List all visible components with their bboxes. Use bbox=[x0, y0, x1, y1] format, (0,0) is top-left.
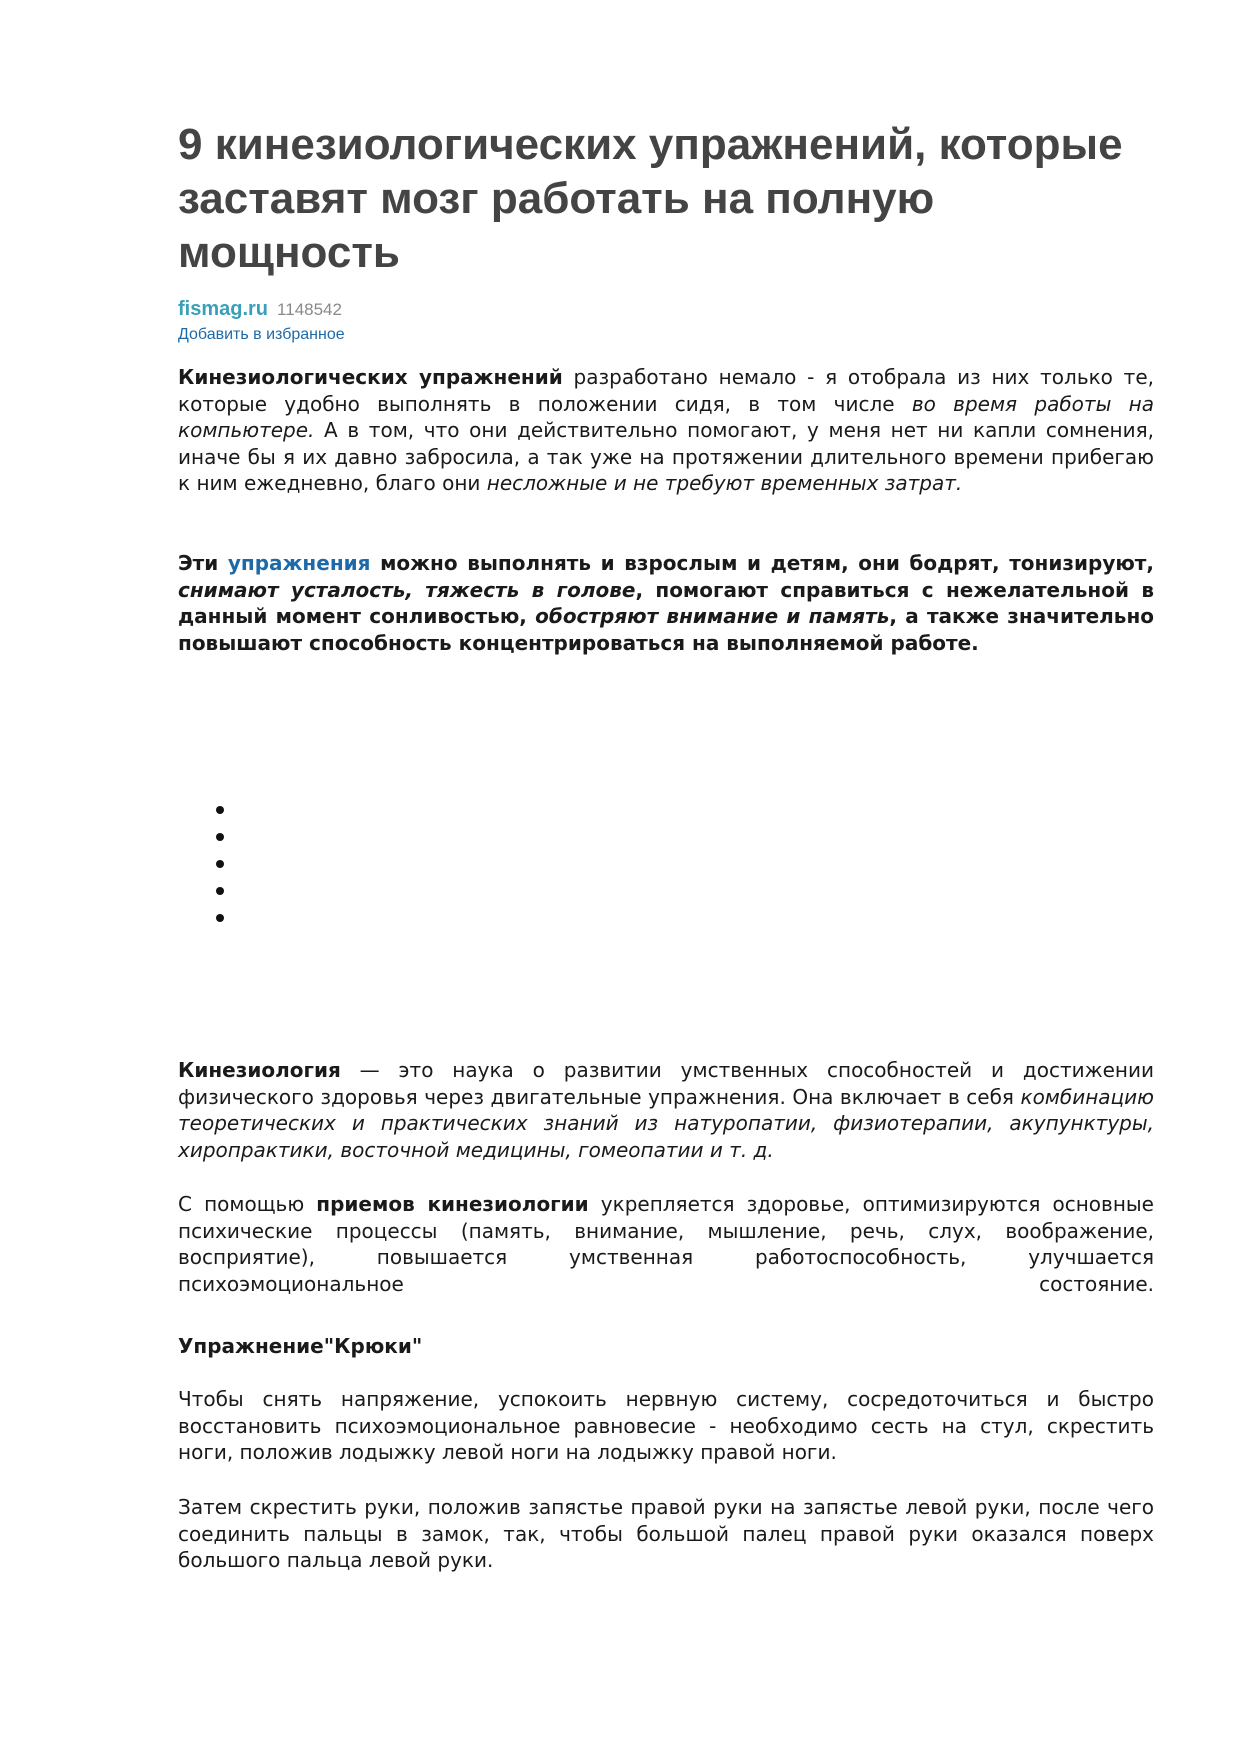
benefits-text-1: Эти bbox=[178, 551, 228, 575]
view-count: 1148542 bbox=[277, 300, 342, 319]
benefits-text-4: , а также значительно повышают способность концентрироваться на выполняемой работе. bbox=[178, 604, 1154, 655]
bullet-icon bbox=[216, 833, 224, 841]
paragraph-methods bbox=[178, 1191, 1154, 1297]
paragraph-intro bbox=[178, 364, 1154, 497]
benefits-italic-1: снимают усталость, тяжесть в голове bbox=[178, 577, 636, 602]
intro-text-2: А в том, что они действительно помогают, у меня нет ни капли сомнения, иначе бы я их давно забросила, а так уже на протяжении длительного времени прибегаю к ним ежедневно, благо они bbox=[178, 418, 1154, 496]
source-site-link[interactable]: fismag.ru bbox=[178, 298, 269, 320]
methods-text-1: С помощью bbox=[178, 1192, 317, 1216]
bullet-icon bbox=[216, 914, 224, 922]
bullet-icon bbox=[216, 806, 224, 814]
paragraph-benefits bbox=[178, 550, 1154, 656]
methods-bold: приемов кинезиологии bbox=[316, 1192, 589, 1216]
paragraph-definition bbox=[178, 1057, 1154, 1163]
benefits-text-3: , помогают справиться с нежелательной в данный момент сонливостью, bbox=[178, 577, 1154, 629]
bullet-icon bbox=[216, 860, 224, 868]
exercises-link[interactable]: упражнения bbox=[227, 551, 371, 575]
intro-italic-2: несложные и не требуют временных затрат. bbox=[486, 471, 963, 496]
definition-lead: Кинезиология bbox=[178, 1058, 341, 1082]
paragraph-hooks-step-2: Затем скрестить руки, положив запястье правой руки на запястье левой руки, после чего соединить пальцы в замок, так, чтобы большой палец правой руки оказался поверх большого пальца левой руки. bbox=[178, 1495, 1154, 1573]
add-to-favorites-link[interactable]: Добавить в избранное bbox=[178, 326, 345, 343]
methods-text-2: укрепляется здоровье, оптимизируются основные психические процессы (память, внимание, мышление, речь, слух, воображение, восприятие), повышается умственная работоспособность, улучшается психоэмоциональное состояние. bbox=[178, 1192, 1154, 1296]
article-title: 9 кинезиологических упражнений, которые заставят мозг работать на полную мощность bbox=[178, 120, 1123, 277]
intro-lead: Кинезиологических упражнений bbox=[178, 365, 563, 389]
intro-italic-1: во время работы на компьютере. bbox=[178, 391, 1154, 443]
definition-italic: комбинацию теоретических и практических знаний из натуропатии, физиотерапии, акупунктуры, хиропрактики, восточной медицины, гомеопатии и т. д. bbox=[178, 1084, 1154, 1162]
benefits-italic-2: обостряют внимание и память bbox=[535, 604, 890, 629]
definition-text-1: — это наука о развитии умственных способностей и достижении физического здоровья через двигательные упражнения. Она включает в себя bbox=[178, 1058, 1154, 1109]
intro-text-1: разработано немало - я отобрала из них только те, которые удобно выполнять в положении сидя, в том числе bbox=[178, 365, 1154, 416]
article-meta bbox=[178, 297, 342, 322]
section-title-hooks: Упражнение"Крюки" bbox=[178, 1334, 423, 1358]
benefits-text-2: можно выполнять и взрослым и детям, они бодрят, тонизируют, bbox=[370, 551, 1154, 575]
paragraph-hooks-step-1: Чтобы снять напряжение, успокоить нервную систему, сосредоточиться и быстро восстановить психоэмоциональное равновесие - необходимо сесть на стул, скрестить ноги, положив лодыжку левой ноги на лодыжку правой ноги. bbox=[178, 1387, 1154, 1465]
bullet-icon bbox=[216, 887, 224, 895]
